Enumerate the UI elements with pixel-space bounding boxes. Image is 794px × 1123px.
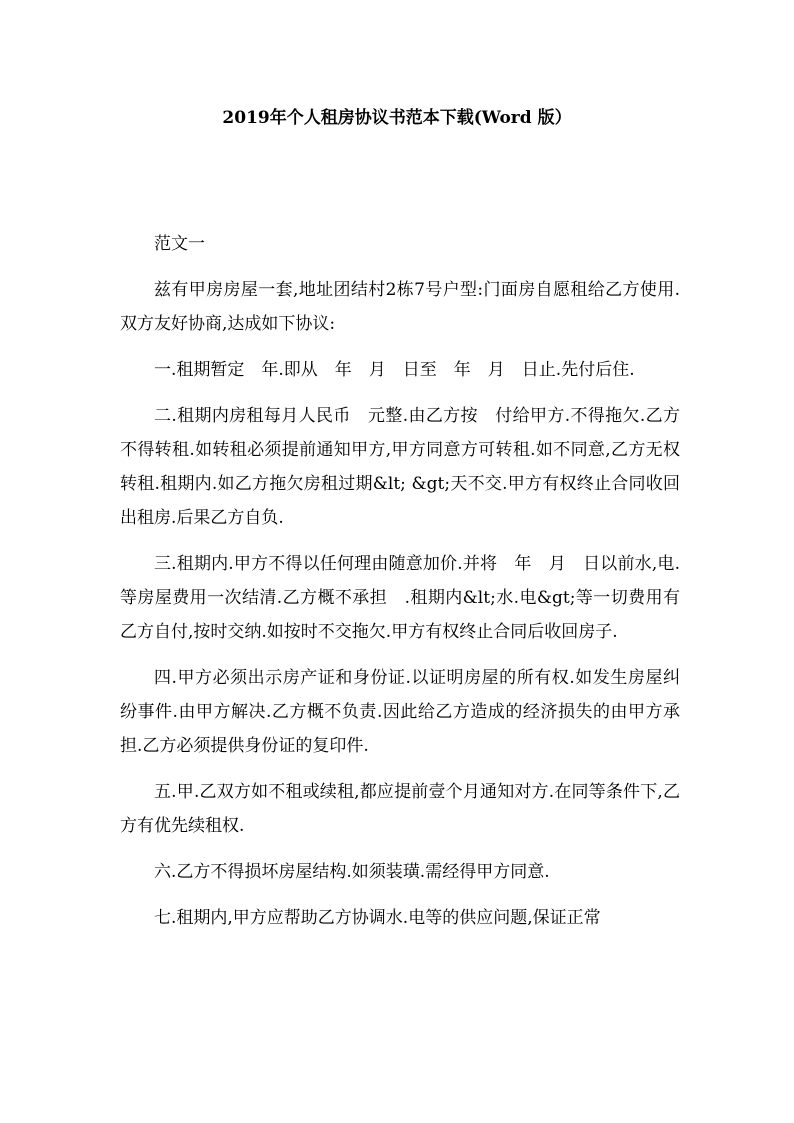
document-title: 2019年个人租房协议书范本下载(Word 版） [222,108,572,128]
paragraph-heading: 范文一 [154,234,205,254]
paragraph-clause-4: 四.甲方必须出示房产证和身份证.以证明房屋的所有权.如发生房屋纠纷事件.由甲方解决.乙方概不负责.因此给乙方造成的经济损失的由甲方承担.乙方必须提供身份证的复印件. [120,668,680,756]
document-body [120,227,680,947]
paragraph-clause-2: 二.租期内房租每月人民币 元整.由乙方按 付给甲方.不得拖欠.乙方不得转租.如转租必须提前通知甲方,甲方同意方可转租.如不同意,乙方无权转租.租期内.如乙方拖欠房租过期&lt; &gt;天不交.甲方有权终止合同收回出租房.后果乙方自负. [120,406,680,528]
paragraph-clause-7: 七.租期内,甲方应帮助乙方协调水.电等的供应问题,保证正常 [154,908,601,928]
paragraph-intro: 兹有甲房房屋一套,地址团结村2栋7号户型:门面房自愿租给乙方使用.双方友好协商,达成如下协议: [120,280,680,334]
paragraph-clause-1: 一.租期暂定 年.即从 年 月 日至 年 月 日止.先付后住. [154,360,635,380]
paragraph-clause-5: 五.甲.乙双方如不租或续租,都应提前壹个月通知对方.在同等条件下,乙方有优先续租权. [120,782,680,836]
paragraph-clause-6: 六.乙方不得损坏房屋结构.如须装璜.需经得甲方同意. [154,862,550,882]
paragraph-clause-3: 三.租期内.甲方不得以任何理由随意加价.并将 年 月 日以前水,电.等房屋费用一次结清.乙方概不承担 .租期内&lt;水.电&gt;等一切费用有乙方自付,按时交纳.如按时不交拖欠.甲方有权终止合同后收回房子. [120,554,680,642]
